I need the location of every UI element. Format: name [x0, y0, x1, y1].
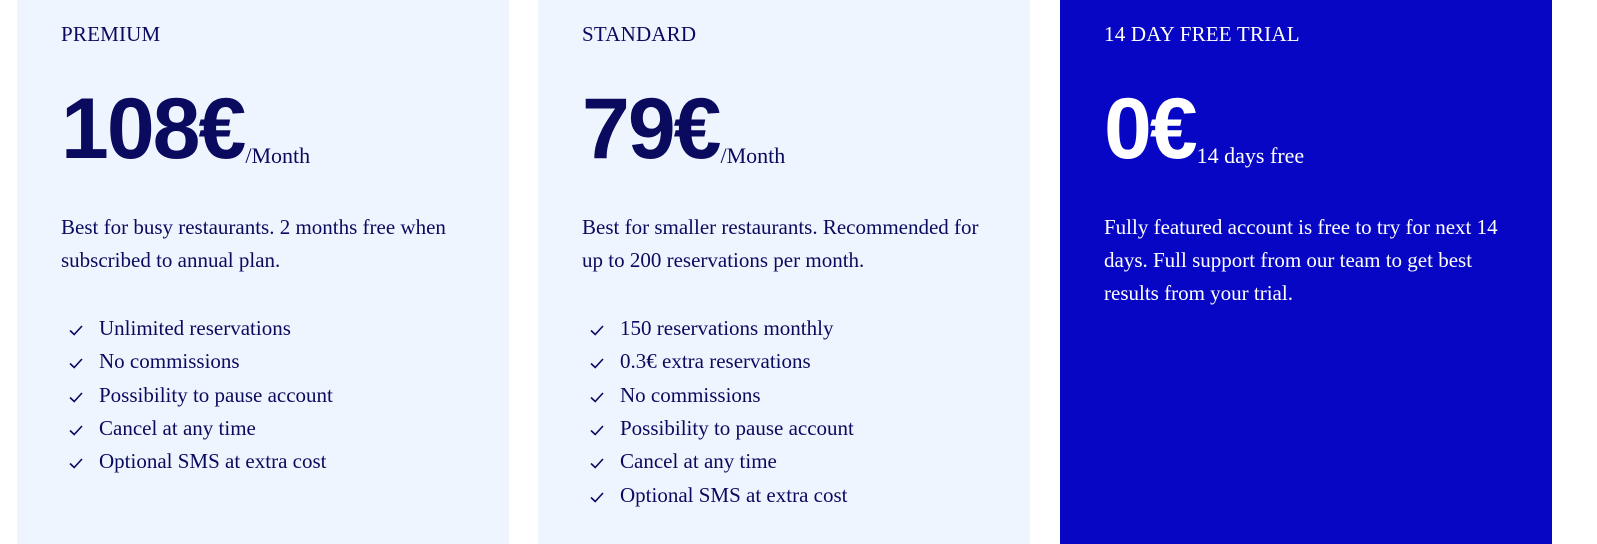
plan-name: PREMIUM: [61, 22, 161, 46]
feature-label: 0.3€ extra reservations: [620, 349, 811, 374]
feature-label: Optional SMS at extra cost: [620, 482, 848, 507]
check-icon: [588, 421, 606, 439]
feature-label: Unlimited reservations: [99, 316, 291, 341]
check-icon: [67, 388, 85, 406]
price-row: [1104, 81, 1305, 177]
pricing-card-premium: [17, 0, 509, 544]
feature-label: Optional SMS at extra cost: [99, 449, 327, 474]
feature-list: [588, 312, 854, 512]
plan-period: 14 days free: [1196, 143, 1305, 168]
feature-item: [67, 379, 333, 412]
feature-list: [67, 312, 333, 478]
pricing-card-trial: [1060, 0, 1552, 544]
feature-label: Cancel at any time: [620, 449, 777, 474]
price-row: [582, 81, 786, 177]
plan-description: Best for busy restaurants. 2 months free when subscribed to annual plan.: [61, 215, 446, 272]
check-icon: [67, 354, 85, 372]
plan-name: STANDARD: [582, 22, 697, 46]
plan-period: /Month: [245, 143, 311, 168]
plan-name: 14 DAY FREE TRIAL: [1104, 22, 1300, 46]
price-row: [61, 81, 311, 177]
feature-label: Cancel at any time: [99, 416, 256, 441]
feature-item: [588, 412, 854, 445]
plan-description: Best for smaller restaurants. Recommended for up to 200 reservations per month.: [582, 215, 979, 272]
feature-item: [67, 312, 333, 345]
check-icon: [588, 388, 606, 406]
feature-item: [67, 445, 333, 478]
plan-price: 0€: [1104, 81, 1196, 177]
check-icon: [588, 321, 606, 339]
check-icon: [67, 454, 85, 472]
feature-label: No commissions: [620, 382, 761, 407]
plan-price: 79€: [582, 81, 720, 177]
plan-period: /Month: [720, 143, 786, 168]
feature-item: [588, 345, 854, 378]
feature-item: [588, 478, 854, 511]
feature-label: No commissions: [99, 349, 240, 374]
pricing-card-standard: [538, 0, 1030, 544]
feature-item: [588, 312, 854, 345]
feature-label: Possibility to pause account: [620, 416, 854, 441]
plan-price: 108€: [61, 81, 245, 177]
feature-item: [588, 445, 854, 478]
feature-item: [67, 412, 333, 445]
check-icon: [588, 488, 606, 506]
check-icon: [67, 421, 85, 439]
feature-item: [67, 345, 333, 378]
plan-description: Fully featured account is free to try for next 14 days. Full support from our team to get best results from your trial.: [1104, 215, 1498, 305]
feature-item: [588, 379, 854, 412]
feature-label: Possibility to pause account: [99, 382, 333, 407]
check-icon: [67, 321, 85, 339]
check-icon: [588, 354, 606, 372]
feature-label: 150 reservations monthly: [620, 316, 834, 341]
check-icon: [588, 454, 606, 472]
